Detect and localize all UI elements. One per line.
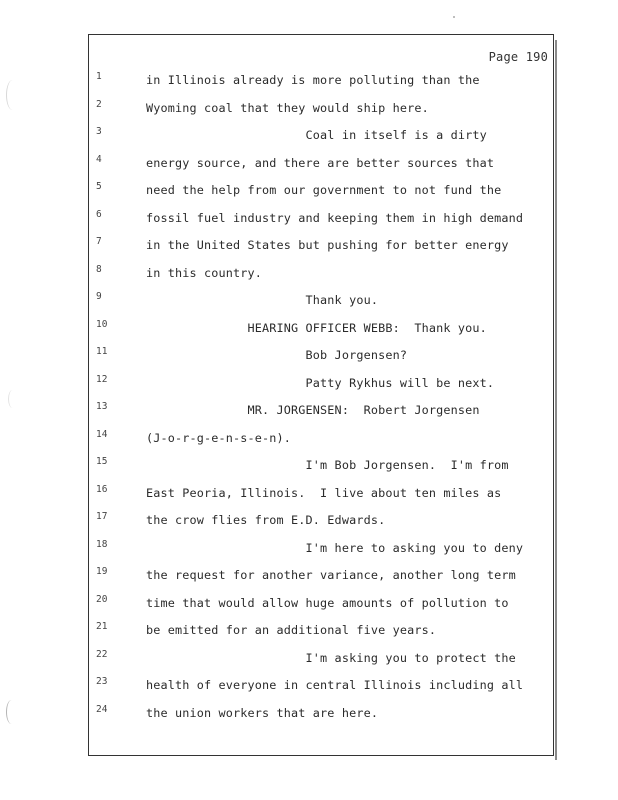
- line-number: 20: [96, 593, 108, 605]
- transcript-line: the union workers that are here.: [146, 705, 379, 720]
- transcript-line: time that would allow huge amounts of pollution to: [146, 595, 509, 610]
- line-number: 13: [96, 401, 108, 412]
- transcript-line: the request for another variance, another long term: [146, 568, 516, 582]
- transcript-line: Thank you.: [146, 293, 379, 307]
- transcript-line: in Illinois already is more polluting than the: [146, 73, 480, 87]
- transcript-line: fossil fuel industry and keeping them in high demand: [146, 210, 524, 225]
- scan-hole-mark-bottom: [6, 700, 17, 724]
- line-number: 11: [96, 346, 108, 357]
- line-number-column: [96, 67, 114, 727]
- scan-hole-mark-top: [6, 80, 19, 110]
- transcript-line: East Peoria, Illinois. I live about ten miles as: [146, 485, 502, 500]
- scan-speck: [453, 16, 455, 18]
- transcript-line: MR. JORGENSEN: Robert Jorgensen: [146, 403, 480, 417]
- transcript-line: the crow flies from E.D. Edwards.: [146, 513, 386, 527]
- transcript-line: energy source, and there are better sources that: [146, 155, 495, 170]
- line-number: 16: [96, 483, 108, 495]
- page-frame-shadow: [555, 40, 557, 760]
- line-number: 4: [96, 153, 102, 165]
- line-number: 9: [96, 291, 102, 302]
- line-number: 3: [96, 126, 102, 137]
- line-number: 21: [96, 621, 108, 632]
- transcript-line: Wyoming coal that they would ship here.: [146, 100, 429, 115]
- line-number: 7: [96, 236, 102, 247]
- transcript-line: need the help from our government to not fund the: [146, 183, 502, 197]
- scan-hole-mark-middle: [8, 390, 17, 408]
- line-number: 6: [96, 208, 102, 220]
- line-number: 1: [96, 71, 102, 82]
- line-number: 12: [96, 373, 108, 385]
- line-number: 17: [96, 511, 108, 522]
- line-number: 24: [96, 703, 108, 715]
- transcript-line: Bob Jorgensen?: [146, 348, 408, 362]
- transcript-line: in the United States but pushing for better energy: [146, 238, 509, 252]
- line-number: 18: [96, 538, 108, 550]
- line-number: 15: [96, 456, 108, 467]
- transcript-line: HEARING OFFICER WEBB: Thank you.: [146, 320, 487, 335]
- transcript-line: be emitted for an additional five years.: [146, 623, 437, 637]
- transcript-line: I'm here to asking you to deny: [146, 540, 524, 555]
- line-number: 5: [96, 181, 102, 192]
- transcript-line: Coal in itself is a dirty: [146, 128, 487, 142]
- line-number: 10: [96, 318, 108, 330]
- page-number: Page 190: [488, 50, 548, 64]
- line-number: 14: [96, 428, 108, 440]
- transcript-line: in this country.: [146, 265, 263, 280]
- transcript-line: (J-o-r-g-e-n-s-e-n).: [146, 430, 292, 445]
- transcript-line: I'm Bob Jorgensen. I'm from: [146, 458, 509, 472]
- transcript-text: [146, 67, 546, 727]
- transcript-line: Patty Rykhus will be next.: [146, 375, 495, 390]
- line-number: 8: [96, 263, 102, 275]
- line-number: 2: [96, 98, 102, 110]
- line-number: 23: [96, 676, 108, 687]
- line-number: 22: [96, 648, 108, 660]
- transcript-line: health of everyone in central Illinois including all: [146, 678, 524, 692]
- transcript-line: I'm asking you to protect the: [146, 650, 516, 665]
- line-number: 19: [96, 566, 108, 577]
